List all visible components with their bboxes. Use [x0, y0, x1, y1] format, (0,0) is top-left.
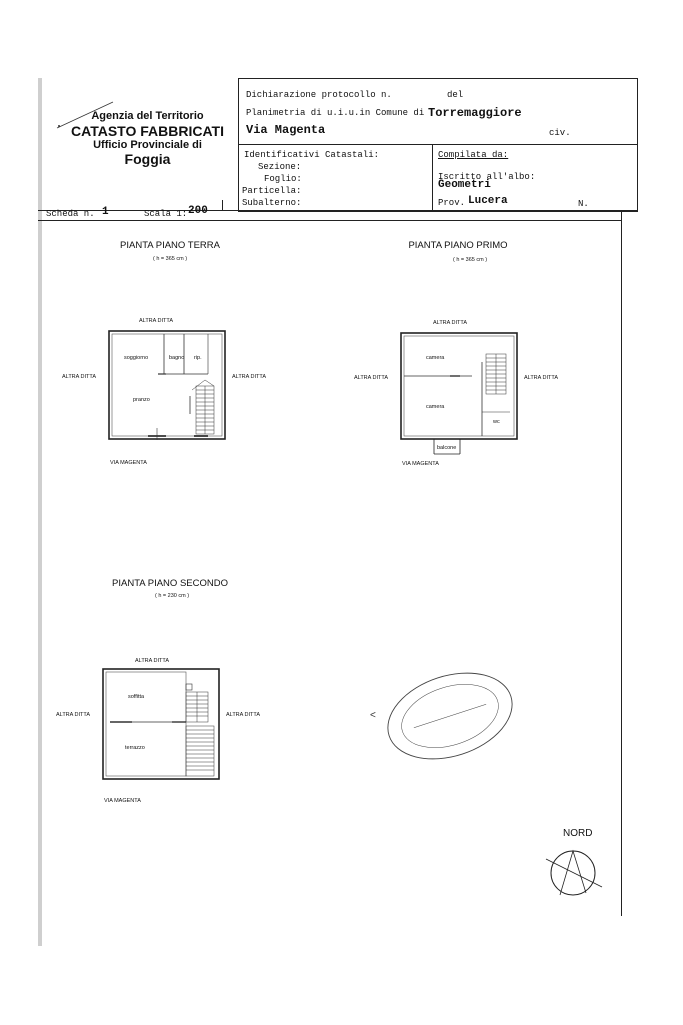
plan-secondo-title: PIANTA PIANO SECONDO: [112, 578, 228, 589]
plan-terra-left-label: ALTRA DITTA: [62, 374, 97, 380]
plan-primo-bottom-label: VIA MAGENTA: [402, 461, 439, 467]
del-label: del: [447, 90, 464, 100]
plan-primo-left-label: ALTRA DITTA: [354, 375, 389, 381]
room-terrazzo: terrazzo: [125, 745, 145, 751]
room-pranzo: pranzo: [133, 397, 150, 403]
n-label: N.: [578, 199, 589, 209]
room-soffitta: soffitta: [128, 694, 145, 700]
scala-value: 200: [188, 205, 208, 217]
sezione-label: Sezione:: [258, 162, 302, 172]
plan-secondo-right-label: ALTRA DITTA: [226, 712, 261, 718]
catasto-title: CATASTO FABBRICATI: [71, 122, 224, 139]
dichiarazione-label: Dichiarazione protocollo n.: [246, 90, 392, 100]
plan-terra-bottom-label: VIA MAGENTA: [110, 460, 147, 466]
north-arrow-icon: [540, 845, 606, 905]
north-label: NORD: [563, 828, 593, 839]
room-camera-1: camera: [426, 355, 445, 361]
plan-primo-height: ( h = 365 cm ): [452, 257, 488, 263]
via-value: Via Magenta: [246, 123, 326, 137]
room-camera-2: camera: [426, 404, 445, 410]
plan-primo-title: PIANTA PIANO PRIMO: [408, 240, 508, 251]
plan-terra-title: PIANTA PIANO TERRA: [120, 240, 220, 251]
scan-edge: [38, 78, 42, 946]
scheda-label: Scheda n.: [46, 209, 95, 219]
subalterno-label: Subalterno:: [242, 198, 302, 208]
identificativi-label: Identificativi Catastali:: [244, 150, 380, 160]
civ-label: civ.: [549, 128, 571, 138]
plan-secondo-drawing: [102, 668, 220, 782]
svg-text:<: <: [370, 710, 376, 721]
plan-terra-height: ( h = 365 cm ): [152, 256, 188, 262]
scala-label: Scala 1:: [144, 209, 188, 219]
plan-terra-top-label: ALTRA DITTA: [139, 318, 174, 324]
ufficio-label: Ufficio Provinciale di: [93, 138, 202, 151]
province-name: Foggia: [124, 151, 171, 168]
plan-terra-drawing: [108, 330, 226, 442]
agency-name: Agenzia del Territorio: [91, 110, 204, 122]
scheda-value: 1: [102, 206, 109, 218]
plan-secondo-left-label: ALTRA DITTA: [56, 712, 91, 718]
prov-value: Lucera: [468, 195, 508, 207]
plan-secondo-bottom-label: VIA MAGENTA: [104, 798, 141, 804]
planimetria-label: Planimetria di u.i.u.in Comune di: [246, 108, 425, 118]
official-stamp: [362, 660, 532, 770]
room-wc: wc: [493, 419, 500, 425]
plan-secondo-height: ( h = 230 cm ): [154, 593, 190, 599]
plan-primo-top-label: ALTRA DITTA: [433, 320, 468, 326]
foglio-label: Foglio:: [264, 174, 302, 184]
plan-primo-drawing: [400, 332, 520, 457]
compilata-label: Compilata da:: [438, 150, 509, 160]
room-rip: rip.: [194, 355, 202, 361]
plan-primo-right-label: ALTRA DITTA: [524, 375, 559, 381]
agency-logo-mark: [55, 100, 115, 130]
albo-value: Geometri: [438, 179, 491, 191]
room-bagno: bagno: [169, 355, 185, 361]
plan-secondo-top-label: ALTRA DITTA: [135, 658, 170, 664]
room-soggiorno: soggiorno: [124, 355, 149, 361]
plan-terra-right-label: ALTRA DITTA: [232, 374, 267, 380]
particella-label: Particella:: [242, 186, 302, 196]
prov-label: Prov.: [438, 198, 466, 208]
iscritto-label: Iscritto all'albo:: [438, 172, 536, 182]
room-balcone: balcone: [437, 445, 457, 451]
comune-value: Torremaggiore: [428, 106, 522, 120]
